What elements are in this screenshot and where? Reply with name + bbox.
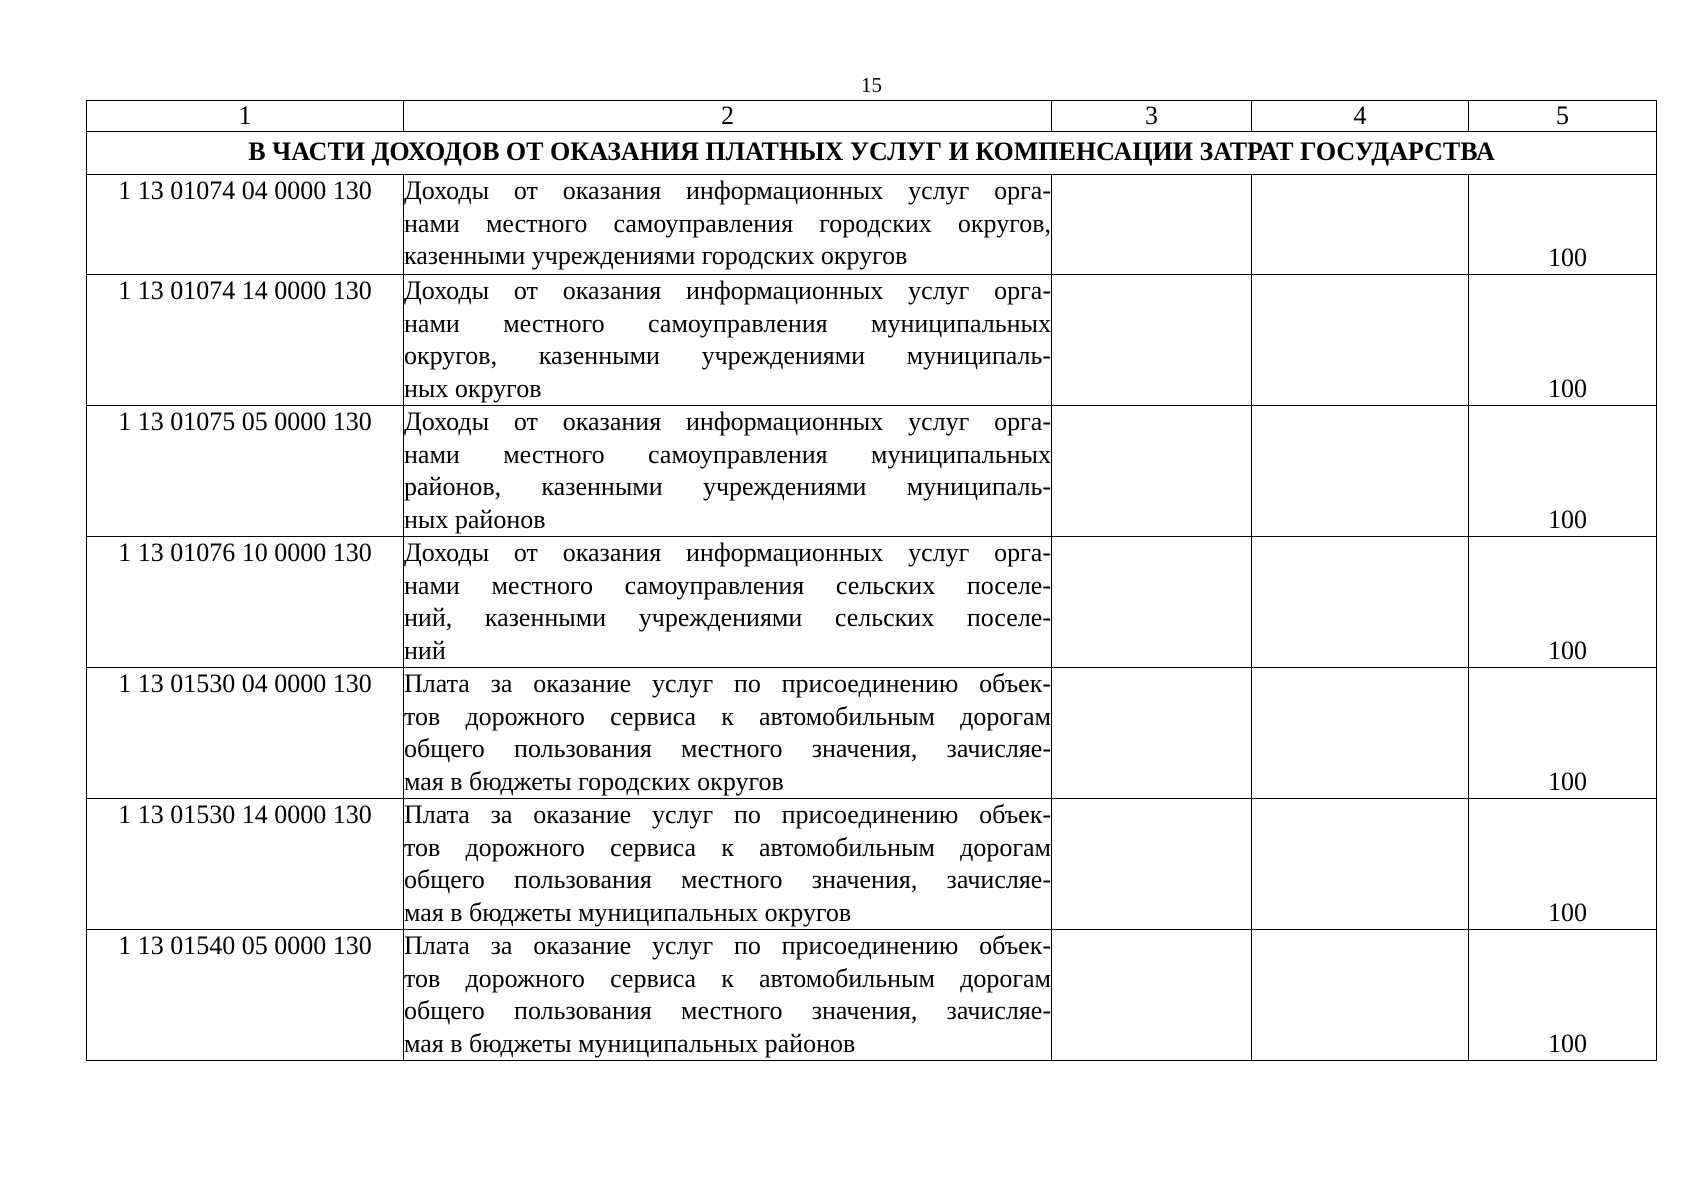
value-cell-col5 (1469, 930, 1657, 1061)
description-line: мая в бюджеты муниципальных районов (404, 1028, 856, 1058)
table-row (87, 930, 1657, 1061)
column-number: 1 (87, 101, 404, 132)
description-line: общего пользования местного значения, зачисляе- (404, 996, 1051, 1025)
value-cell-col5 (1469, 668, 1657, 799)
revenue-description (404, 668, 1052, 799)
column-number-row (87, 101, 1657, 132)
description-line: тов дорожного сервиса к автомобильным дорогам (404, 963, 1051, 993)
table-row (87, 175, 1657, 275)
revenue-description (404, 406, 1052, 537)
value-cell-col4 (1252, 799, 1469, 930)
percent-value: 100 (1548, 767, 1587, 796)
revenue-code: 1 13 01074 04 0000 130 (87, 175, 404, 275)
description-line: ных районов (404, 504, 546, 534)
description-line: нами местного самоуправления городских округов, (404, 208, 1051, 238)
percent-value: 100 (1548, 636, 1587, 665)
revenue-description (404, 537, 1052, 668)
revenue-code: 1 13 01530 04 0000 130 (87, 668, 404, 799)
value-cell-col4 (1252, 275, 1469, 406)
description-line: общего пользования местного значения, зачисляе- (404, 734, 1051, 763)
revenue-code: 1 13 01530 14 0000 130 (87, 799, 404, 930)
value-cell-col5 (1469, 406, 1657, 537)
value-cell-col4 (1252, 406, 1469, 537)
value-cell-col3 (1052, 930, 1252, 1061)
description-line: общего пользования местного значения, зачисляе- (404, 865, 1051, 894)
description-line: тов дорожного сервиса к автомобильным дорогам (404, 832, 1051, 862)
revenue-code: 1 13 01540 05 0000 130 (87, 930, 404, 1061)
value-cell-col5 (1469, 175, 1657, 275)
revenue-code: 1 13 01076 10 0000 130 (87, 537, 404, 668)
percent-value: 100 (1548, 374, 1587, 403)
description-line: Доходы от оказания информационных услуг орга- (404, 276, 1051, 305)
value-cell-col4 (1252, 930, 1469, 1061)
revenue-description (404, 175, 1052, 275)
value-cell-col3 (1052, 668, 1252, 799)
section-header-row (87, 132, 1657, 175)
table-row (87, 668, 1657, 799)
revenue-code: 1 13 01074 14 0000 130 (87, 275, 404, 406)
description-line: ний, казенными учреждениями сельских поселе- (404, 603, 1051, 632)
value-cell-col3 (1052, 275, 1252, 406)
description-line: мая в бюджеты городских округов (404, 766, 784, 796)
value-cell-col3 (1052, 799, 1252, 930)
description-line: ний (404, 635, 446, 665)
table-row (87, 275, 1657, 406)
section-title: В ЧАСТИ ДОХОДОВ ОТ ОКАЗАНИЯ ПЛАТНЫХ УСЛУГ И КОМПЕНСАЦИИ ЗАТРАТ ГОСУДАРСТВА (87, 132, 1657, 175)
column-number: 4 (1252, 101, 1469, 132)
revenue-table (86, 100, 1657, 1061)
revenue-description (404, 275, 1052, 406)
description-line: нами местного самоуправления муниципальных (404, 439, 1051, 469)
table-row (87, 537, 1657, 668)
percent-value: 100 (1548, 505, 1587, 534)
description-line: Плата за оказание услуг по присоединению объек- (404, 800, 1051, 829)
value-cell-col3 (1052, 537, 1252, 668)
description-line: мая в бюджеты муниципальных округов (404, 897, 852, 927)
value-cell-col5 (1469, 799, 1657, 930)
revenue-description (404, 799, 1052, 930)
column-number: 3 (1052, 101, 1252, 132)
percent-value: 100 (1548, 1029, 1587, 1058)
value-cell-col3 (1052, 175, 1252, 275)
table-row (87, 799, 1657, 930)
percent-value: 100 (1548, 898, 1587, 927)
column-number: 5 (1469, 101, 1657, 132)
value-cell-col4 (1252, 175, 1469, 275)
description-line: Доходы от оказания информационных услуг орга- (404, 176, 1051, 205)
description-line: нами местного самоуправления сельских поселе- (404, 570, 1051, 600)
value-cell-col3 (1052, 406, 1252, 537)
value-cell-col5 (1469, 275, 1657, 406)
revenue-description (404, 930, 1052, 1061)
description-line: округов, казенными учреждениями муниципаль- (404, 341, 1051, 370)
description-line: казенными учреждениями городских округов (404, 241, 908, 270)
column-number: 2 (404, 101, 1052, 132)
description-line: ных округов (404, 373, 542, 403)
revenue-code: 1 13 01075 05 0000 130 (87, 406, 404, 537)
description-line: Доходы от оказания информационных услуг орга- (404, 407, 1051, 436)
description-line: Плата за оказание услуг по присоединению объек- (404, 669, 1051, 698)
description-line: Доходы от оказания информационных услуг орга- (404, 538, 1051, 567)
value-cell-col4 (1252, 537, 1469, 668)
description-line: Плата за оказание услуг по присоединению объек- (404, 931, 1051, 960)
value-cell-col5 (1469, 537, 1657, 668)
description-line: районов, казенными учреждениями муниципаль- (404, 472, 1051, 501)
description-line: тов дорожного сервиса к автомобильным дорогам (404, 701, 1051, 731)
description-line: нами местного самоуправления муниципальных (404, 308, 1051, 338)
value-cell-col4 (1252, 668, 1469, 799)
percent-value: 100 (1548, 243, 1587, 272)
table-row (87, 406, 1657, 537)
page-number: 15 (861, 73, 882, 97)
